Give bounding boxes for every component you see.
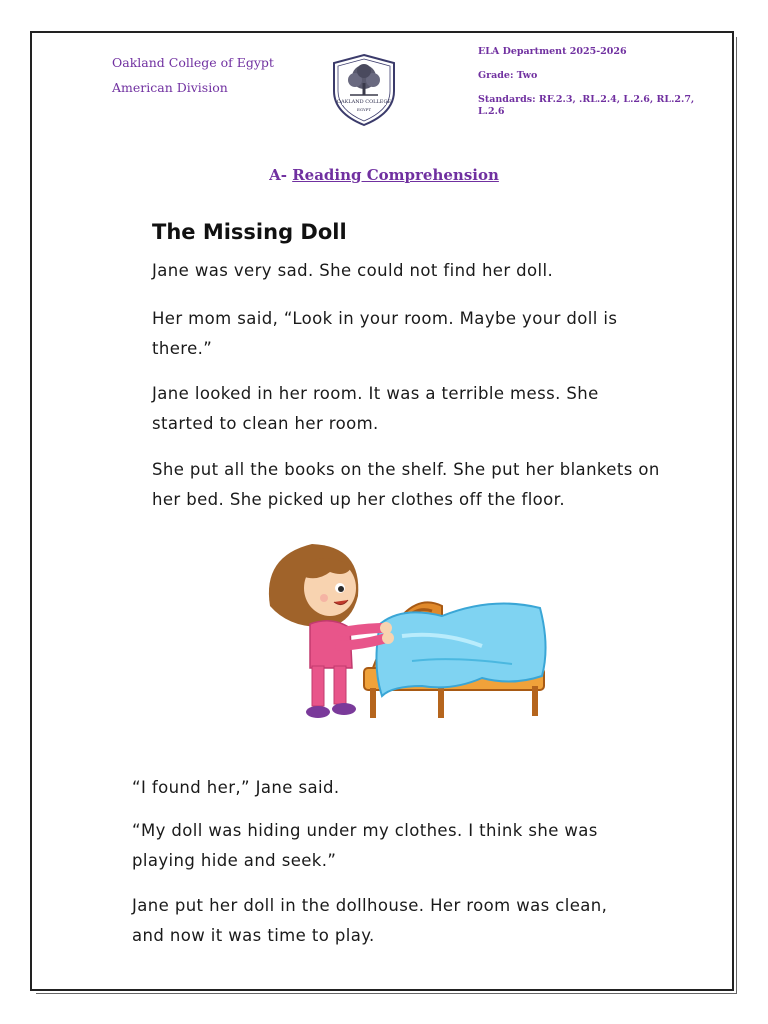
story-title: The Missing Doll (152, 220, 347, 244)
section-heading (0, 166, 768, 184)
course-info (478, 46, 698, 118)
story-paragraph: She put all the books on the shelf. She put her blankets on her bed. She picked up her clothes off the floor. (152, 460, 660, 509)
logo-text-top: OAKLAND COLLEGE (336, 99, 392, 105)
story-paragraph: Jane was very sad. She could not find her doll. (152, 261, 554, 280)
section-prefix: A- (269, 166, 293, 184)
grade-label: Grade: Two (478, 70, 538, 81)
story-paragraph: “My doll was hiding under my clothes. I think she was playing hide and seek.” (132, 821, 598, 870)
logo-text-bottom: EGYPT (356, 107, 372, 112)
girl-making-bed-illustration (252, 536, 552, 722)
story-paragraph: Jane put her doll in the dollhouse. Her room was clean, and now it was time to play. (132, 896, 608, 945)
school-name: Oakland College of Egypt (112, 55, 274, 70)
story-paragraph: Jane looked in her room. It was a terrible mess. She started to clean her room. (152, 384, 599, 433)
school-logo (330, 53, 398, 127)
section-title: Reading Comprehension (292, 166, 499, 184)
division-name: American Division (112, 80, 228, 95)
standards-label: Standards: RF.2.3, .RL.2.4, L.2.6, RL.2.7, L.2.6 (478, 94, 695, 117)
school-info (112, 50, 274, 100)
department-label: ELA Department 2025-2026 (478, 46, 627, 57)
story-paragraph: “I found her,” Jane said. (132, 778, 340, 797)
story-paragraph: Her mom said, “Look in your room. Maybe your doll is there.” (152, 309, 618, 358)
